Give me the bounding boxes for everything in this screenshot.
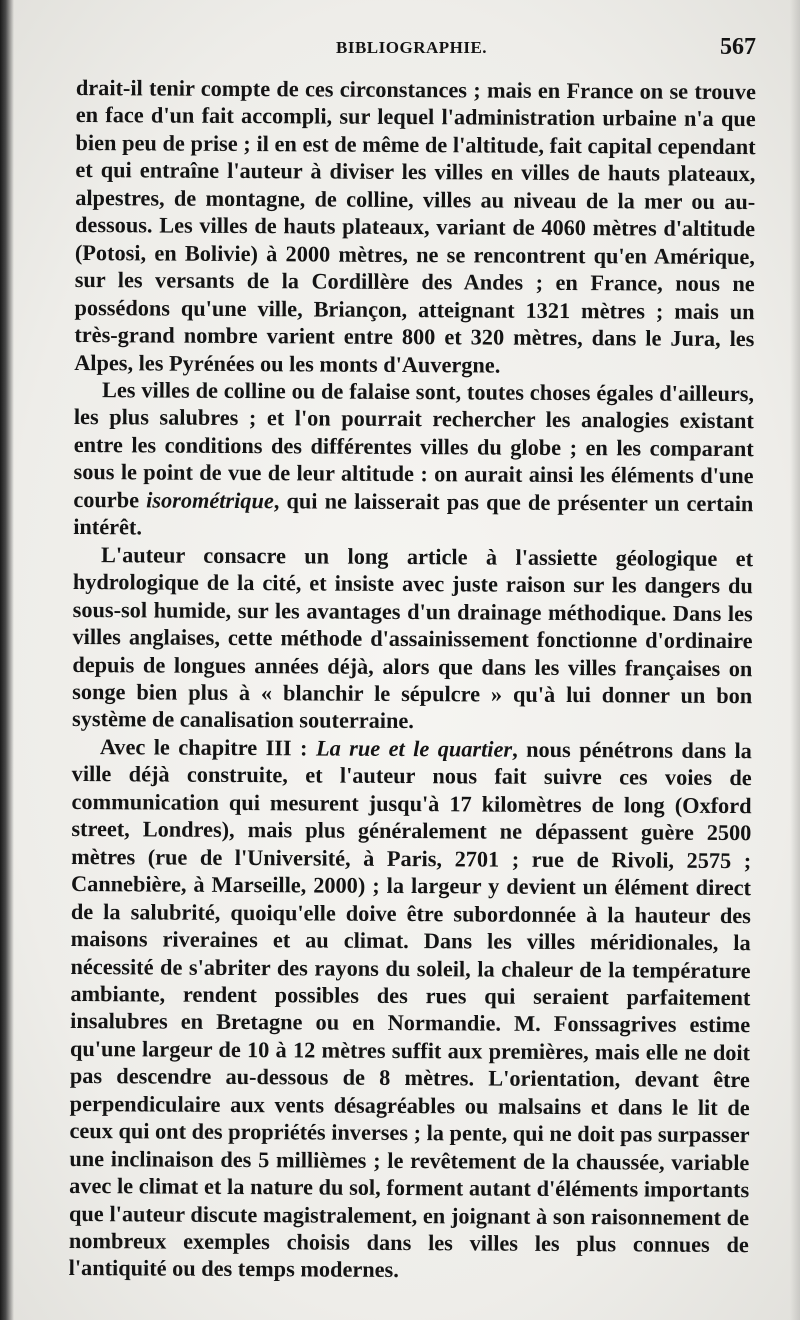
page-header	[76, 34, 756, 70]
running-head: BIBLIOGRAPHIE.	[336, 38, 488, 57]
paragraph-2: Les villes de colline ou de falaise sont, toutes choses égales d'ailleurs, les plus salubres ; et l'on pourrait rechercher les analogies existant entre les conditions des différentes villes du globe ; en les comparant sous le point de vue de leur altitude : on aurait ainsi les éléments d'une courbe isorométrique, qui ne laisserait pas que de présenter un certain intérêt.	[73, 377, 755, 540]
body-text	[69, 74, 756, 1286]
page-number: 567	[720, 34, 756, 60]
paragraph-4: Avec le chapitre III : La rue et le quartier, nous pénétrons dans la ville déjà construite, et l'auteur nous fait suivre ces voies de communication qui mesurent jusqu'à 17 kilomètres de long (Oxford street, Londres), mais plus généralement ne dépassent guère 2500 mètres (rue de l'Université, à Paris, 2701 ; rue de Rivoli, 2575 ; Cannebière, à Marseille, 2000) ; la largeur y devient un élément direct de la salubrité, quoiqu'elle doive être subordonnée à la hauteur des maisons riveraines et au climat. Dans les villes méridionales, la nécessité de s'abriter des rayons du soleil, la chaleur de la température ambiante, rendent possibles des rues qui seraient parfaitement insalubres en Bretagne ou en Normandie. M. Fonssagrives estime qu'une largeur de 10 à 12 mètres suffit aux premières, mais elle ne doit pas descendre au-dessous de 8 mètres. L'orientation, devant être perpendiculaire aux vents désagréables ou malsains et dans le lit de ceux qui ont des propriétés inverses ; la pente, qui ne doit pas surpasser une inclinaison des 5 millièmes ; le revêtement de la chaussée, variable avec le climat et la nature du sol, forment autant d'éléments importants que l'auteur discute magistralement, en joignant à son raisonnement de nombreux exemples choisis dans les villes les plus connues de l'antiquité ou des temps modernes.	[68, 734, 752, 1283]
italic-term: isorométrique	[146, 487, 274, 514]
italic-term: La rue et le quartier	[315, 735, 513, 762]
page-edge	[790, 0, 800, 1320]
paragraph-3: L'auteur consacre un long article à l'assiette géologique et hydrologique de la cité, et insiste avec juste raison sur les dangers du sous-sol humide, sur les avantages d'un drainage méthodique. Dans les villes anglaises, cette méthode d'assainissement fonctionne d'ordinaire depuis de longues années déjà, alors que dans les villes françaises on songe bien plus à « blanchir le sépulcre » qu'à lui donner un bon système de canalisation souterraine.	[71, 541, 754, 734]
book-spine-shadow	[0, 0, 14, 1320]
paragraph-1: drait-il tenir compte de ces circonstances ; mais en France on se trouve en face d'un fait accompli, sur lequel l'administration urbaine n'a que bien peu de prise ; il en est de même de l'altitude, fait capital cependant et qui entraîne l'auteur à diviser les villes en villes de hauts plateaux, alpestres, de montagne, de colline, villes au niveau de la mer ou au-dessous. Les villes de hauts plateaux, variant de 4060 mètres d'altitude (Potosi, en Bolivie) à 2000 mètres, ne se rencontrent qu'en Amérique, sur les versants de la Cordillère des Andes ; en France, nous ne possédons qu'une ville, Briançon, atteignant 1321 mètres ; mais un très-grand nombre varient entre 800 et 320 mètres, dans le Jura, les Alpes, les Pyrénées ou les monts d'Auvergne.	[74, 74, 756, 378]
